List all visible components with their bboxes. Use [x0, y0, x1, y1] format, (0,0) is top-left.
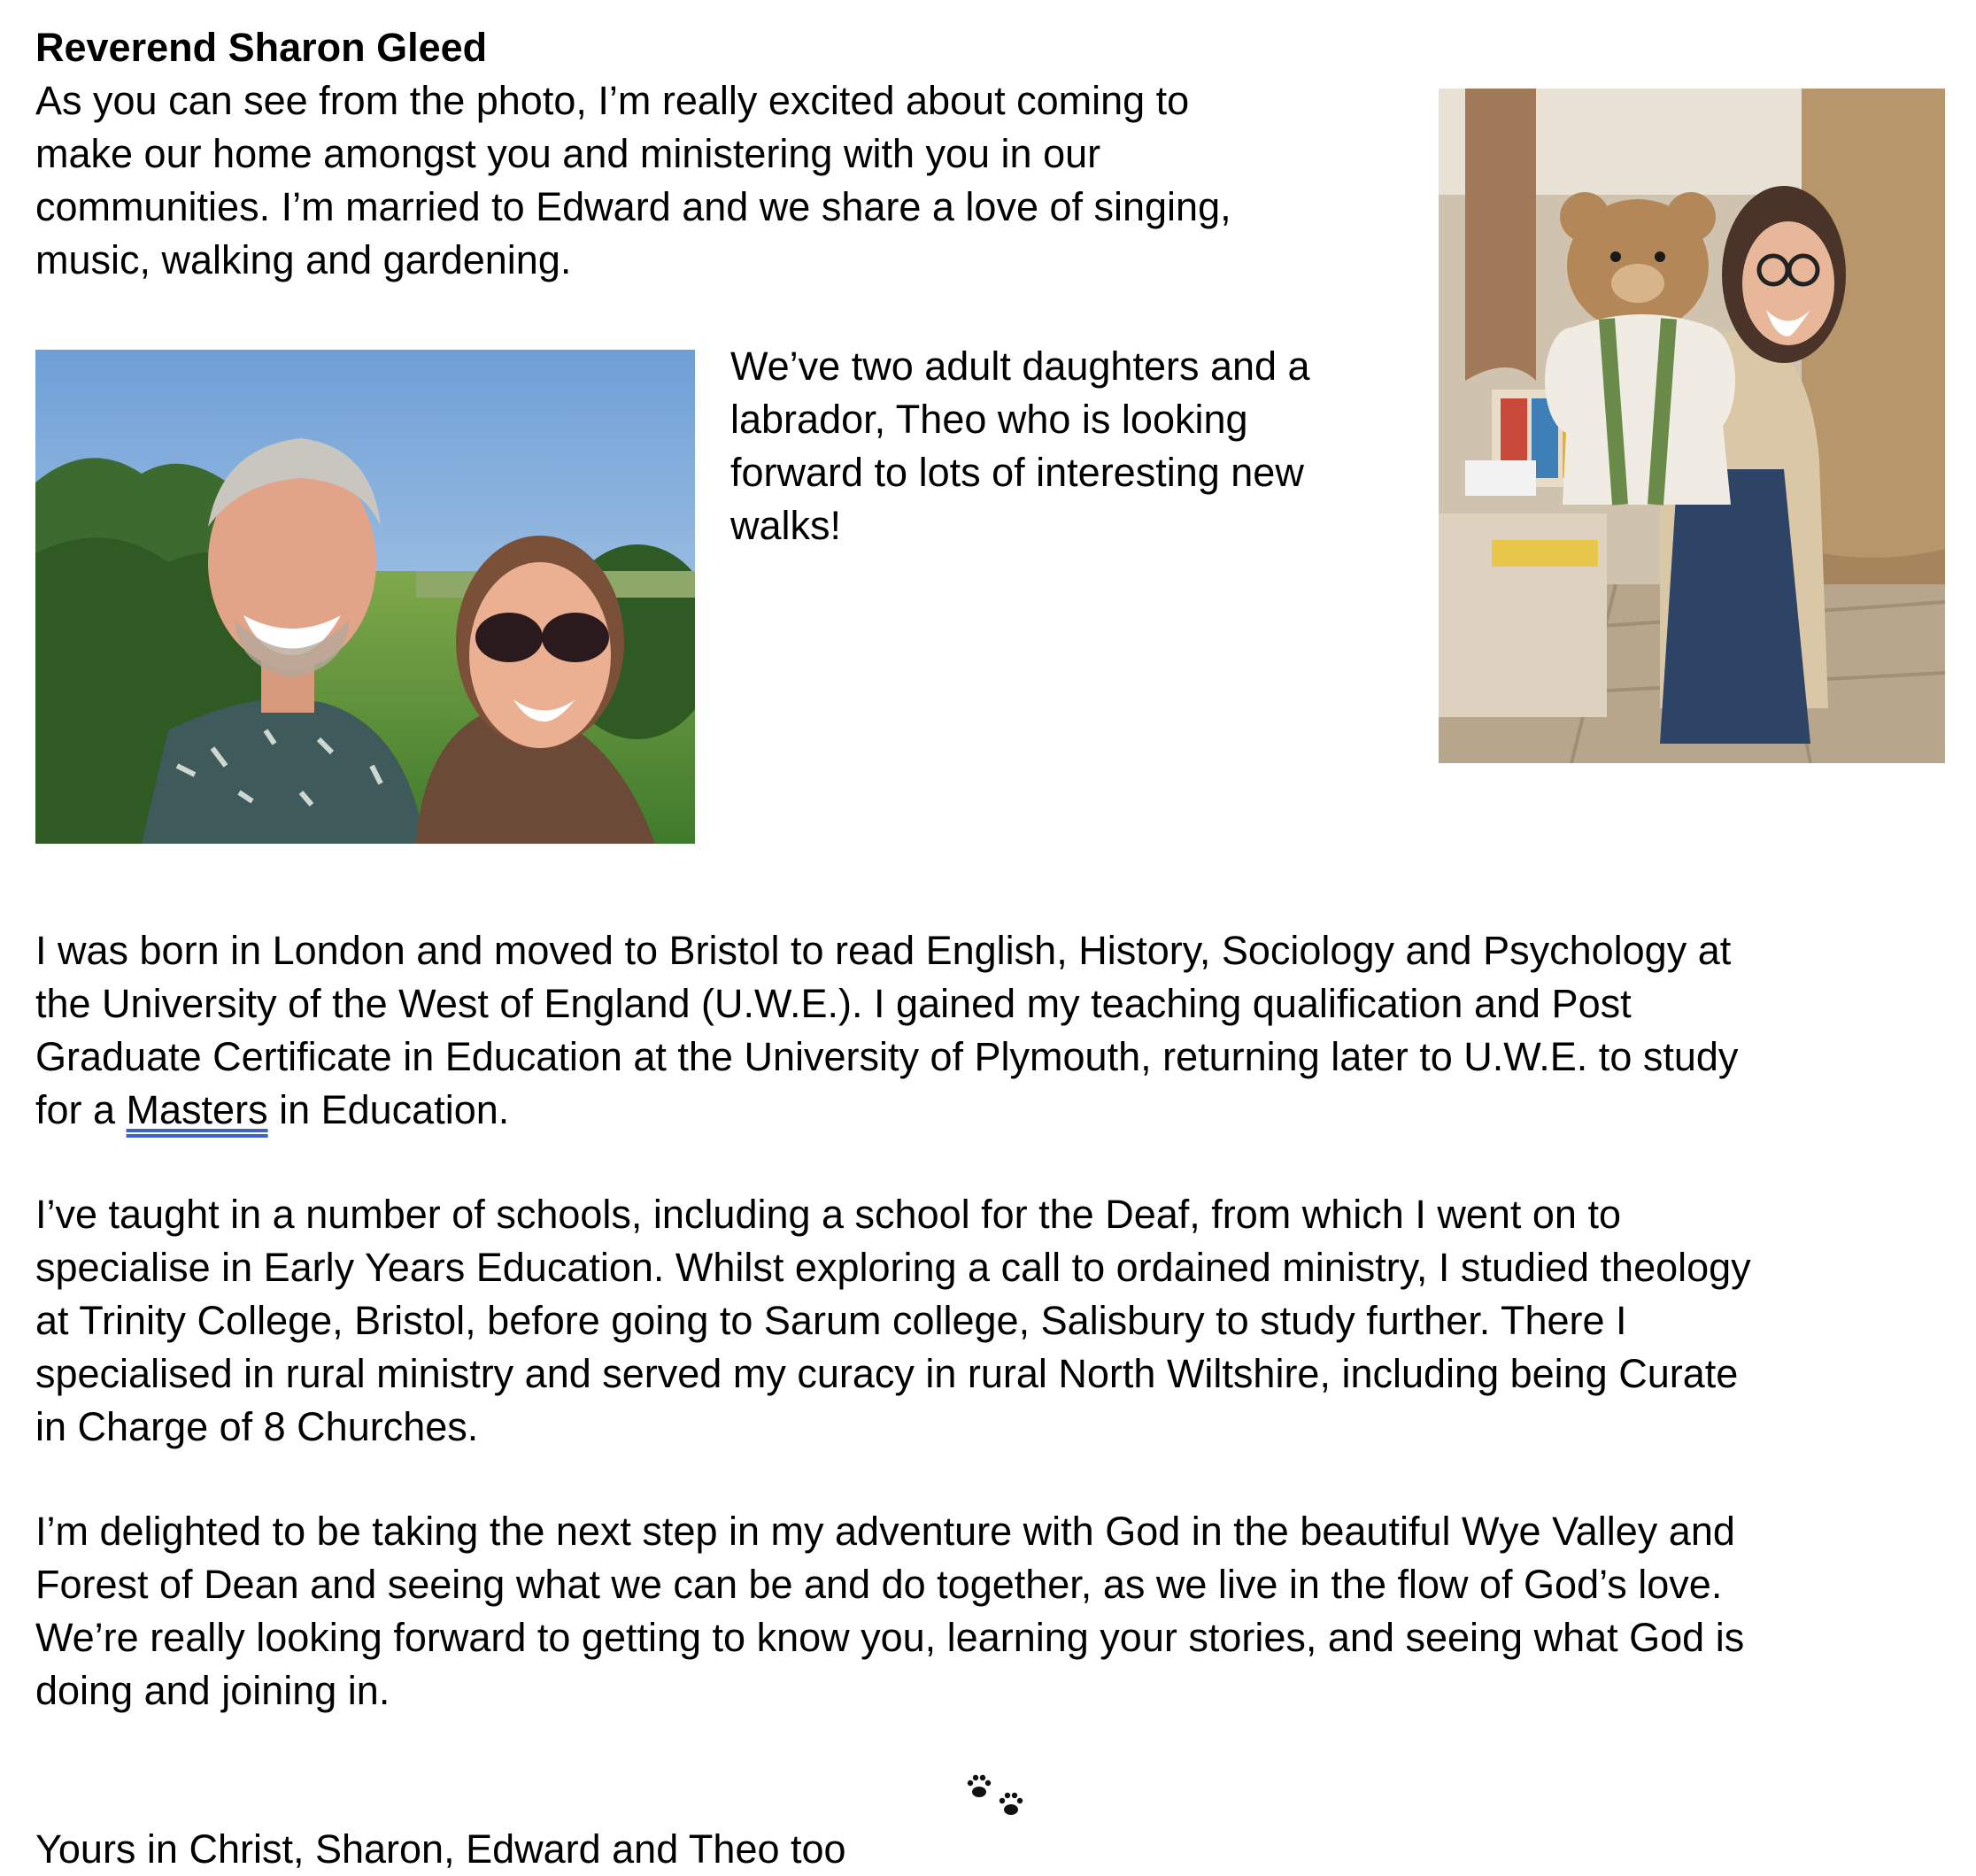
career-line: I’ve taught in a number of schools, including a school for the Deaf, from which I went on to — [35, 1192, 1621, 1237]
paw-prints-icon — [965, 1771, 1036, 1824]
intro-line: As you can see from the photo, I’m really excited about coming to — [35, 78, 1190, 123]
closing-line: We’re really looking forward to getting to know you, learning your stories, and seeing what God is — [35, 1615, 1745, 1660]
signoff: Yours in Christ, Sharon, Edward and Theo too — [35, 1826, 846, 1872]
teddy-bear-church-photo — [1439, 89, 1945, 763]
closing-paragraph — [35, 1505, 1744, 1718]
education-line-suffix: in Education. — [267, 1087, 510, 1132]
career-line: in Charge of 8 Churches. — [35, 1404, 479, 1449]
family-note-line: walks! — [730, 503, 842, 548]
education-paragraph — [35, 924, 1738, 1137]
education-line: the University of the West of England (U.W.E.). I gained my teaching qualification and Post — [35, 981, 1632, 1026]
masters-link[interactable]: Masters — [126, 1087, 268, 1132]
education-line: Graduate Certificate in Education at the University of Plymouth, returning later to U.W.E. to study — [35, 1034, 1739, 1079]
education-line-prefix: for a — [35, 1087, 127, 1132]
career-line: specialised in rural ministry and served my curacy in rural North Wiltshire, including being Curate — [35, 1351, 1739, 1396]
closing-line: Forest of Dean and seeing what we can be and do together, as we live in the flow of God’s love. — [35, 1562, 1723, 1607]
education-line: I was born in London and moved to Bristol to read English, History, Sociology and Psychology at — [35, 928, 1732, 973]
career-paragraph — [35, 1188, 1751, 1454]
intro-line: make our home amongst you and ministering with you in our — [35, 131, 1101, 176]
intro-paragraph — [35, 74, 1231, 287]
family-note — [730, 340, 1310, 552]
family-note-line: We’ve two adult daughters and a — [730, 344, 1310, 389]
page-title: Reverend Sharon Gleed — [35, 25, 488, 70]
intro-line: music, walking and gardening. — [35, 237, 572, 282]
family-note-line: labrador, Theo who is looking — [730, 397, 1248, 442]
career-line: at Trinity College, Bristol, before going to Sarum college, Salisbury to study further. There I — [35, 1298, 1627, 1343]
career-line: specialise in Early Years Education. Whilst exploring a call to ordained ministry, I studied theology — [35, 1245, 1751, 1290]
closing-line: I’m delighted to be taking the next step in my adventure with God in the beautiful Wye Valley and — [35, 1509, 1735, 1554]
couple-selfie-photo — [35, 350, 695, 844]
intro-line: communities. I’m married to Edward and we share a love of singing, — [35, 184, 1231, 229]
family-note-line: forward to lots of interesting new — [730, 450, 1304, 495]
closing-line: doing and joining in. — [35, 1668, 390, 1713]
